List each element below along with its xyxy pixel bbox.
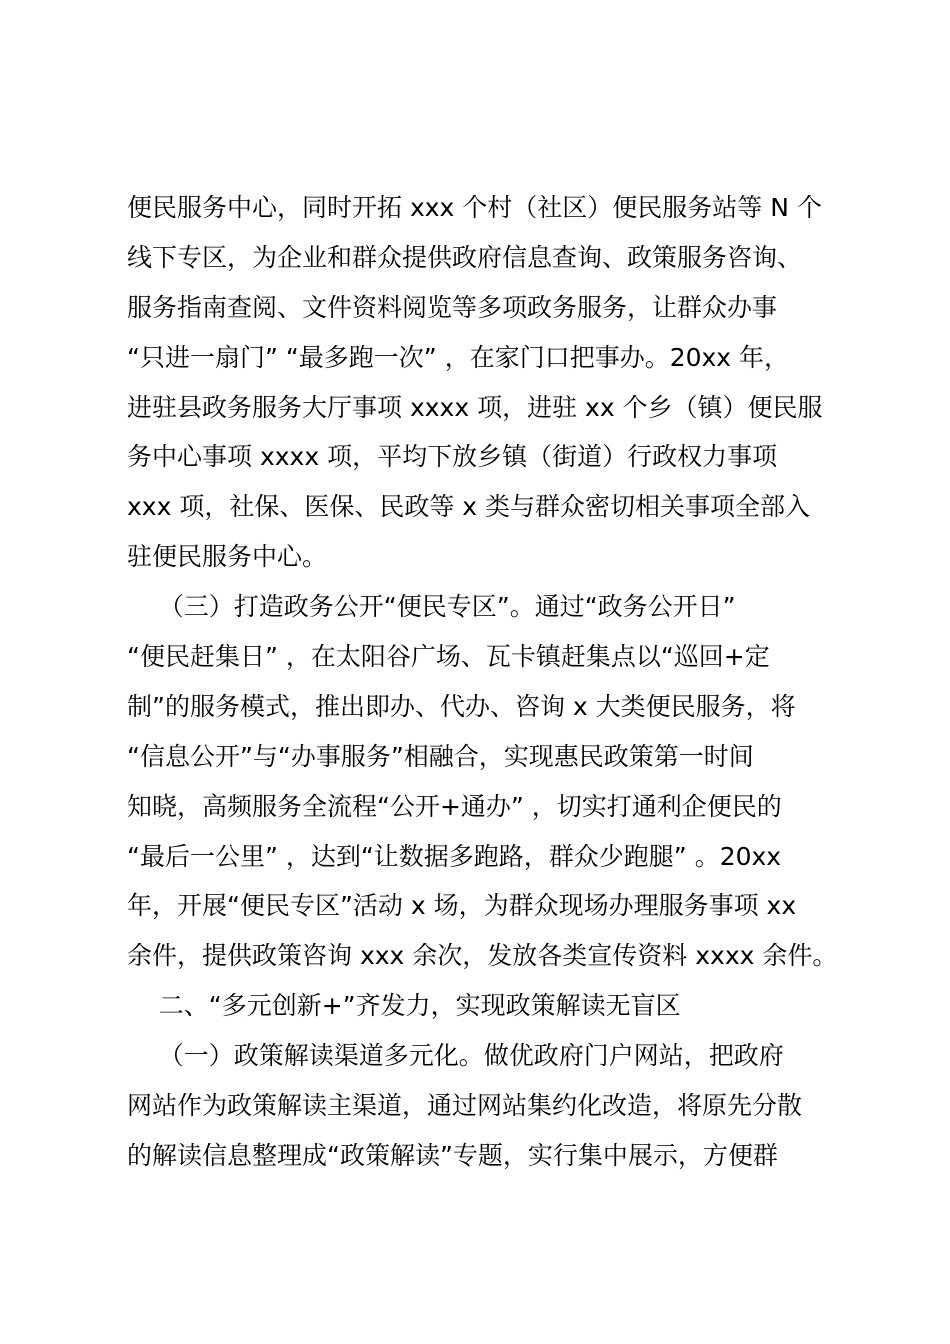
- body-line: 进驻县政务服务大厅事项 xxxx 项，进驻 xx 个乡（镇）便民服: [127, 392, 823, 422]
- body-line: 服务指南查阅、文件资料阅览等多项政务服务，让群众办事: [127, 292, 778, 322]
- body-line: 便民服务中心，同时开拓 xxx 个村（社区）便民服务站等 N 个: [127, 193, 822, 222]
- body-line: “信息公开”与“办事服务”相融合，实现惠民政策第一时间: [127, 741, 754, 771]
- body-line: “只进一扇门” “最多跑一次” ，在家门口把事办。20xx 年，: [127, 342, 790, 372]
- body-line: 年，开展“便民专区”活动 x 场，为群众现场办理服务事项 xx: [127, 891, 797, 921]
- document-body: [127, 183, 847, 1181]
- body-line: 制”的服务模式，推出即办、代办、咨询 x 大类便民服务，将: [127, 691, 796, 721]
- chapter-2-heading: 二、“多元创新+”齐发力，实现政策解读无盲区: [127, 991, 681, 1021]
- subsection-1-heading-line: （一）政策解读渠道多元化。做优政府门户网站，把政府: [127, 1041, 784, 1071]
- body-line: 驻便民服务中心。: [127, 542, 328, 572]
- body-line: 的解读信息整理成“政策解读”专题，实行集中展示，方便群: [127, 1140, 778, 1170]
- body-line: 网站作为政策解读主渠道，通过网站集约化改造，将原先分散: [127, 1091, 803, 1121]
- body-line: “便民赶集日” ，在太阳谷广场、瓦卡镇赶集点以“巡回+定: [127, 642, 770, 672]
- body-line: 余件，提供政策咨询 xxx 余次，发放各类宣传资料 xxxx 余件。: [127, 941, 838, 971]
- body-line: 线下专区，为企业和群众提供政府信息查询、政策服务咨询、: [127, 242, 803, 272]
- body-line: xxx 项，社保、医保、民政等 x 类与群众密切相关事项全部入: [127, 492, 811, 522]
- section-3-heading-line: （三）打造政务公开“便民专区”。通过“政务公开日”: [127, 592, 736, 622]
- body-line: “最后一公里” ，达到“让数据多跑路，群众少跑腿” 。20xx: [127, 841, 782, 871]
- body-line: 务中心事项 xxxx 项，平均下放乡镇（街道）行政权力事项: [127, 442, 778, 472]
- body-line: 知晓，高频服务全流程“公开+通办” ，切实打通利企便民的: [127, 791, 782, 821]
